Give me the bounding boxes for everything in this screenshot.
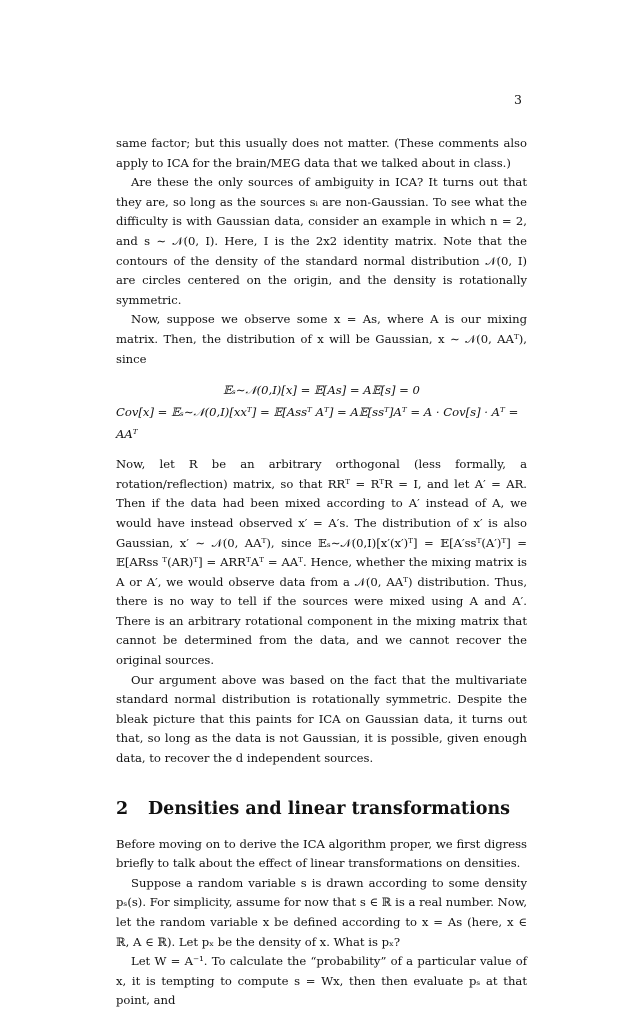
paragraph: Suppose a random variable s is drawn according to some density pₛ(s). For simplicity, assume for now that s ∈ ℝ is a real number. Now, let the random variable x be defined according to x = As (here, x ∈ ℝ, A ∈ ℝ). Let pₓ be the density of x. What is pₓ? bbox=[116, 875, 527, 949]
paragraph: Now, let R be an arbitrary orthogonal (less formally, a rotation/reflection) matrix, so that RRᵀ = RᵀR = I, and let A′ = AR. Then if the data had been mixed according to A′ instead of A, we would have instead observed x′ = A′s. The distribution of x′ is also Gaussian, x′ ∼ 𝒩(0, AAᵀ), since 𝔼ₛ∼𝒩(0,I)[x′(x′)ᵀ] = 𝔼[A′ssᵀ(A′)ᵀ] = 𝔼[ARss ᵀ(AR)ᵀ] = ARRᵀAᵀ = AAᵀ. Hence, whether the mixing matrix is A or A′, we would observe data from a 𝒩(0, AAᵀ) distribution. Thus, there is no way to tell if the sources were mixed using A and A′. There is an arbitrary rotational component in the mixing matrix that cannot be determined from the data, and we cannot recover the original sources. bbox=[116, 457, 527, 668]
equation: 𝔼ₛ∼𝒩(0,I)[x] = 𝔼[As] = A𝔼[s] = 0 bbox=[223, 383, 420, 398]
section-heading bbox=[116, 797, 527, 821]
paragraph: Are these the only sources of ambiguity in ICA? It turns out that they are, so long as the sources sᵢ are non-Gaussian. To see what the difficulty is with Gaussian data, consider an example in which n = 2, and s ∼ 𝒩(0, I). Here, I is the 2x2 identity matrix. Note that the contours of the density of the standard normal distribution 𝒩(0, I) are circles centered on the origin, and the density is rotationally symmetric. bbox=[116, 175, 527, 307]
paragraph: Now, suppose we observe some x = As, where A is our mixing matrix. Then, the distribution of x will be Gaussian, x ∼ 𝒩(0, AAᵀ), since bbox=[116, 312, 527, 366]
section-number: 2 bbox=[116, 798, 129, 819]
paragraph: Let W = A⁻¹. To calculate the “probability” of a particular value of x, it is tempting to compute s = Wx, then then evaluate pₛ at that point, and bbox=[116, 954, 527, 1008]
section-title: Densities and linear transformations bbox=[148, 798, 511, 819]
paragraph: same factor; but this usually does not matter. (These comments also apply to ICA for the brain/MEG data that we talked about in class.) bbox=[116, 136, 527, 170]
paragraph: Before moving on to derive the ICA algorithm proper, we first digress briefly to talk about the effect of linear transformations on densities. bbox=[116, 836, 527, 871]
equation-block bbox=[116, 379, 527, 445]
paragraph: Our argument above was based on the fact that the multivariate standard normal distribution is rotationally symmetric. Despite the bleak picture that this paints for ICA on Gaussian data, it turns out that, so long as the data is not Gaussian, it is possible, given enough data, to recover the d independent sources. bbox=[116, 672, 527, 766]
equation: Cov[x] = 𝔼ₛ∼𝒩(0,I)[xxᵀ] = 𝔼[Assᵀ Aᵀ] = A𝔼[ssᵀ]Aᵀ = A · Cov[s] · Aᵀ = AAᵀ bbox=[116, 405, 519, 442]
page-number: 3 bbox=[514, 92, 522, 107]
page-body bbox=[116, 134, 527, 1011]
